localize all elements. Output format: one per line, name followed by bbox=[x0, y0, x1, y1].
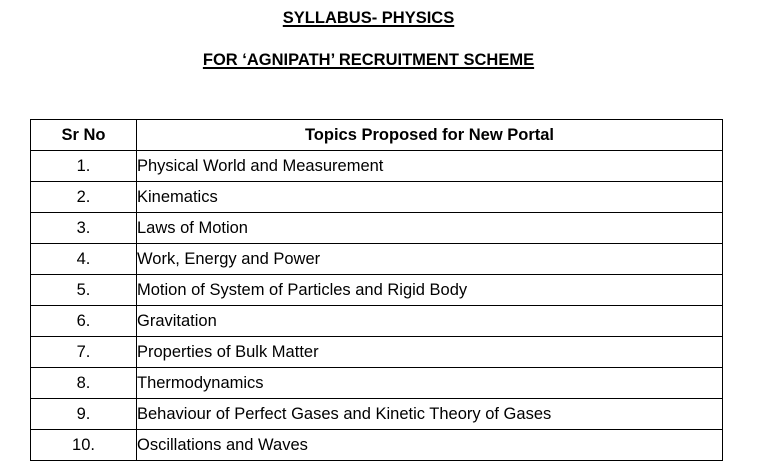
row-topic: Physical World and Measurement bbox=[137, 151, 723, 182]
row-sr-no: 3. bbox=[31, 213, 137, 244]
row-sr-no: 5. bbox=[31, 275, 137, 306]
table-row bbox=[31, 275, 723, 306]
table-row bbox=[31, 213, 723, 244]
row-sr-no: 6. bbox=[31, 306, 137, 337]
table-row bbox=[31, 151, 723, 182]
syllabus-table bbox=[30, 119, 723, 461]
row-topic: Gravitation bbox=[137, 306, 723, 337]
table-row bbox=[31, 399, 723, 430]
document-subtitle: FOR ‘AGNIPATH’ RECRUITMENT SCHEME bbox=[202, 51, 535, 69]
row-sr-no: 8. bbox=[31, 368, 137, 399]
row-topic: Motion of System of Particles and Rigid Body bbox=[137, 275, 723, 306]
table-row bbox=[31, 306, 723, 337]
row-topic: Work, Energy and Power bbox=[137, 244, 723, 275]
row-sr-no: 10. bbox=[31, 430, 137, 461]
table-header-row bbox=[31, 120, 723, 151]
row-topic: Properties of Bulk Matter bbox=[137, 337, 723, 368]
row-topic: Laws of Motion bbox=[137, 213, 723, 244]
header-topics: Topics Proposed for New Portal bbox=[137, 120, 723, 151]
row-topic: Behaviour of Perfect Gases and Kinetic Theory of Gases bbox=[137, 399, 723, 430]
table-row bbox=[31, 244, 723, 275]
table-row bbox=[31, 430, 723, 461]
row-sr-no: 2. bbox=[31, 182, 137, 213]
table-row bbox=[31, 368, 723, 399]
document-title: SYLLABUS- PHYSICS bbox=[282, 9, 455, 27]
header-sr-no: Sr No bbox=[31, 120, 137, 151]
row-sr-no: 7. bbox=[31, 337, 137, 368]
row-sr-no: 9. bbox=[31, 399, 137, 430]
row-sr-no: 1. bbox=[31, 151, 137, 182]
row-sr-no: 4. bbox=[31, 244, 137, 275]
row-topic: Kinematics bbox=[137, 182, 723, 213]
table-row bbox=[31, 337, 723, 368]
row-topic: Thermodynamics bbox=[137, 368, 723, 399]
row-topic: Oscillations and Waves bbox=[137, 430, 723, 461]
table-row bbox=[31, 182, 723, 213]
